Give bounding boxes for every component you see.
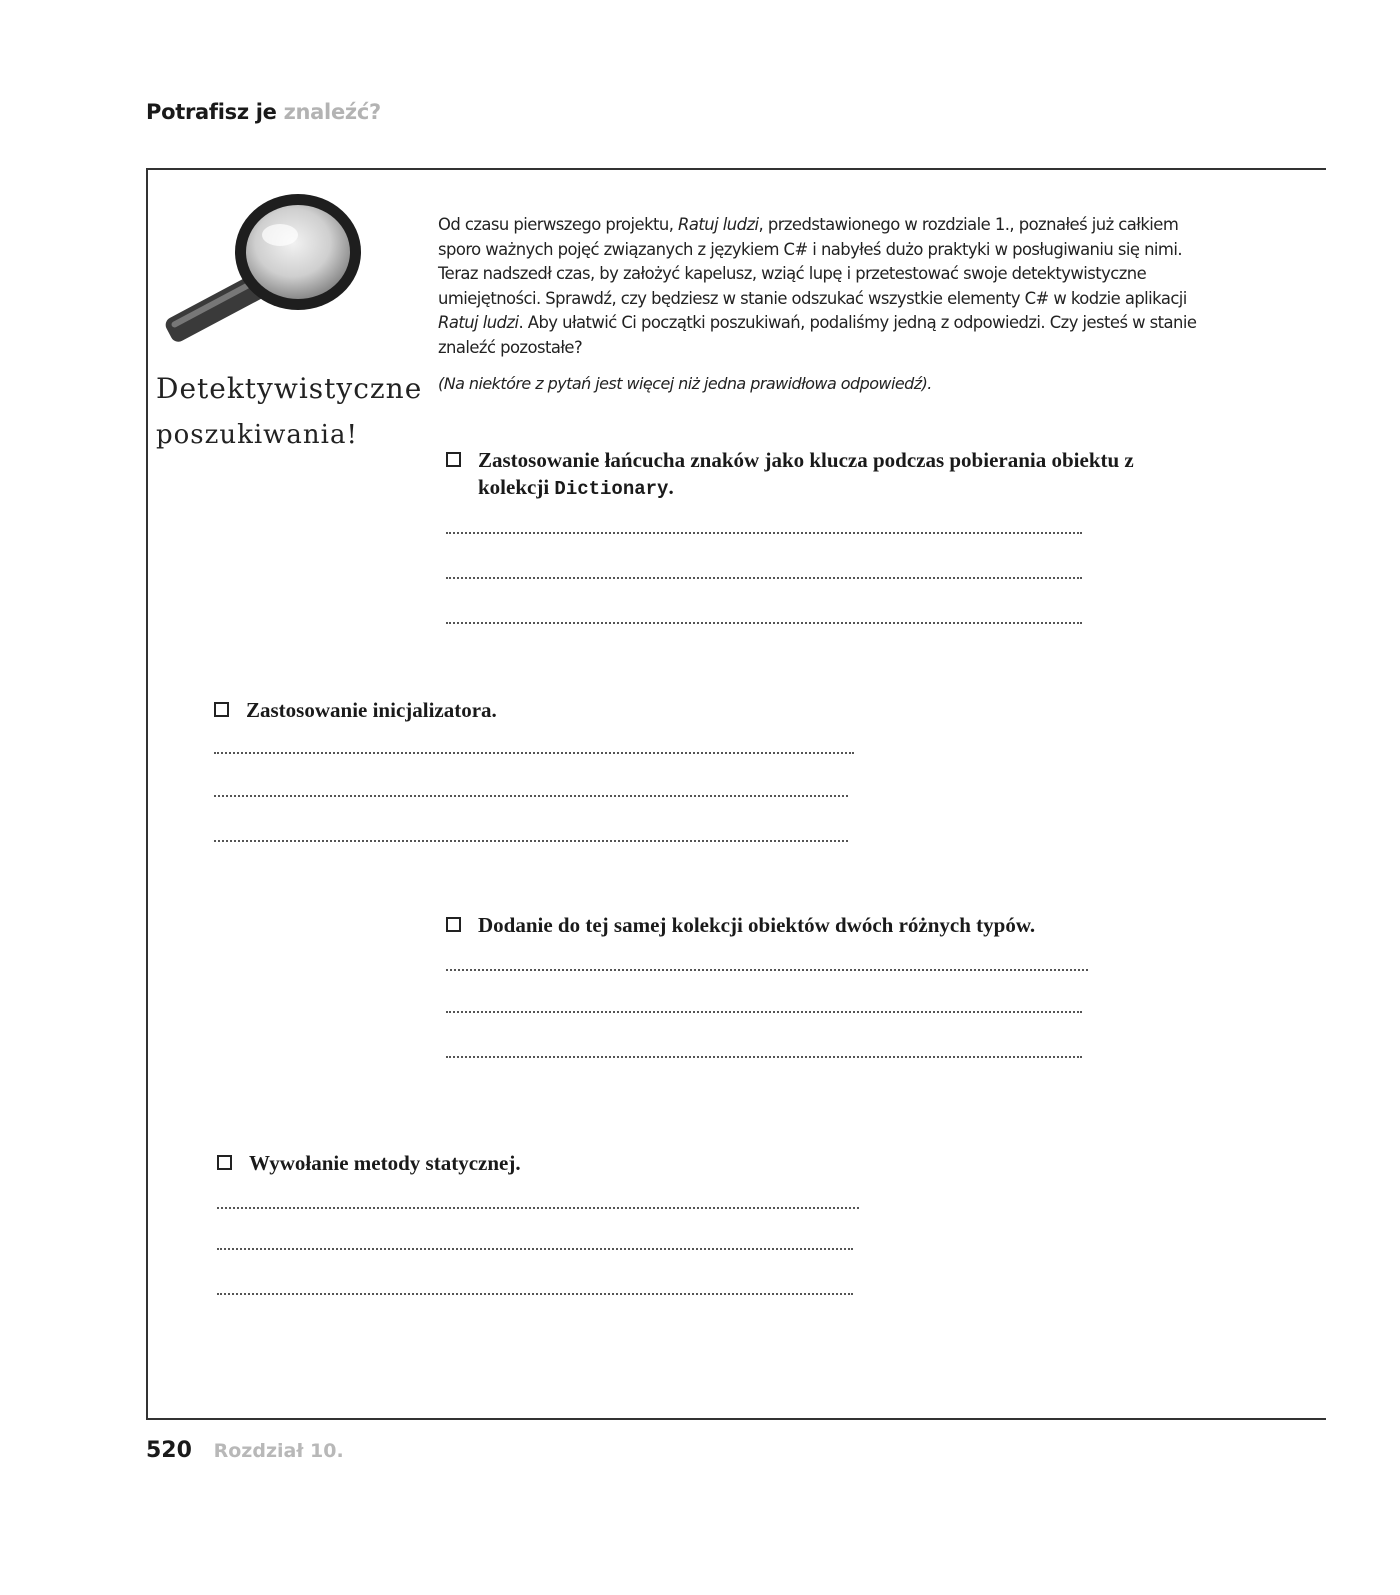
chapter-label: Rozdział 10. bbox=[213, 1440, 344, 1462]
answer-line[interactable] bbox=[446, 1056, 1082, 1058]
answer-line[interactable] bbox=[214, 840, 848, 842]
intro-emphasis-1: Ratuj ludzi bbox=[678, 215, 759, 234]
magnifying-glass-icon bbox=[130, 185, 370, 365]
question-4 bbox=[217, 1150, 837, 1177]
intro-emphasis-2: Ratuj ludzi bbox=[438, 313, 519, 333]
page-header bbox=[146, 100, 381, 124]
page-number: 520 bbox=[146, 1438, 192, 1463]
answer-line[interactable] bbox=[446, 532, 1082, 534]
intro-note: (Na niektóre z pytań jest więcej niż jedna prawidłowa odpowiedź). bbox=[438, 374, 932, 393]
question-1-after: . bbox=[668, 475, 674, 499]
page-footer bbox=[146, 1438, 344, 1463]
frame-top-border bbox=[146, 168, 1326, 170]
question-1-code: Dictionary bbox=[554, 478, 669, 500]
question-4-text: Wywołanie metody statycznej. bbox=[249, 1151, 521, 1175]
header-title: Potrafisz je bbox=[146, 100, 277, 124]
answer-line[interactable] bbox=[446, 969, 1088, 971]
answer-line[interactable] bbox=[217, 1248, 853, 1250]
detective-heading-line1: Detektywistyczne bbox=[156, 372, 423, 405]
question-3 bbox=[446, 912, 1166, 939]
checkbox-question-4[interactable] bbox=[217, 1155, 232, 1170]
detective-heading-line2: poszukiwania! bbox=[156, 420, 358, 450]
answer-line[interactable] bbox=[214, 752, 854, 754]
checkbox-question-1[interactable] bbox=[446, 452, 461, 467]
question-3-text: Dodanie do tej samej kolekcji obiektów dwóch różnych typów. bbox=[478, 913, 1036, 937]
question-2 bbox=[214, 697, 834, 724]
question-1 bbox=[446, 447, 1146, 503]
intro-text-1: Od czasu pierwszego projektu, bbox=[438, 215, 679, 234]
frame-bottom-border bbox=[146, 1418, 1326, 1420]
detective-heading bbox=[156, 366, 426, 458]
answer-line[interactable] bbox=[214, 795, 848, 797]
answer-line[interactable] bbox=[217, 1293, 853, 1295]
answer-line[interactable] bbox=[217, 1207, 859, 1209]
intro-text-2: , przedstawionego w rozdziale 1., poznałeś już całkiem sporo ważnych pojęć związanych z językiem C# i nabyłeś dużo praktyki w posługiwaniu się nimi. Teraz nadszedł czas, by założyć kapelusz, wziąć lupę i przetestować swoje detektywistyczne umiejętności. Sprawdź, czy będziesz w stanie odszukać wszystkie elementy C# w kodzie aplikacji bbox=[438, 215, 1187, 308]
answer-line[interactable] bbox=[446, 1011, 1082, 1013]
intro-text-3: . Aby ułatwić Ci początki poszukiwań, podaliśmy jedną z odpowiedzi. Czy jesteś w stanie znaleźć pozostałe? bbox=[438, 313, 1197, 357]
question-1-text: Zastosowanie łańcucha znaków jako klucza podczas pobierania obiektu z kolekcji bbox=[478, 448, 1134, 499]
intro-paragraph bbox=[438, 213, 1208, 361]
checkbox-question-3[interactable] bbox=[446, 917, 461, 932]
header-title-accent: znaleźć? bbox=[283, 100, 381, 124]
answer-line[interactable] bbox=[446, 622, 1082, 624]
answer-line[interactable] bbox=[446, 577, 1082, 579]
checkbox-question-2[interactable] bbox=[214, 702, 229, 717]
question-2-text: Zastosowanie inicjalizatora. bbox=[246, 698, 497, 722]
